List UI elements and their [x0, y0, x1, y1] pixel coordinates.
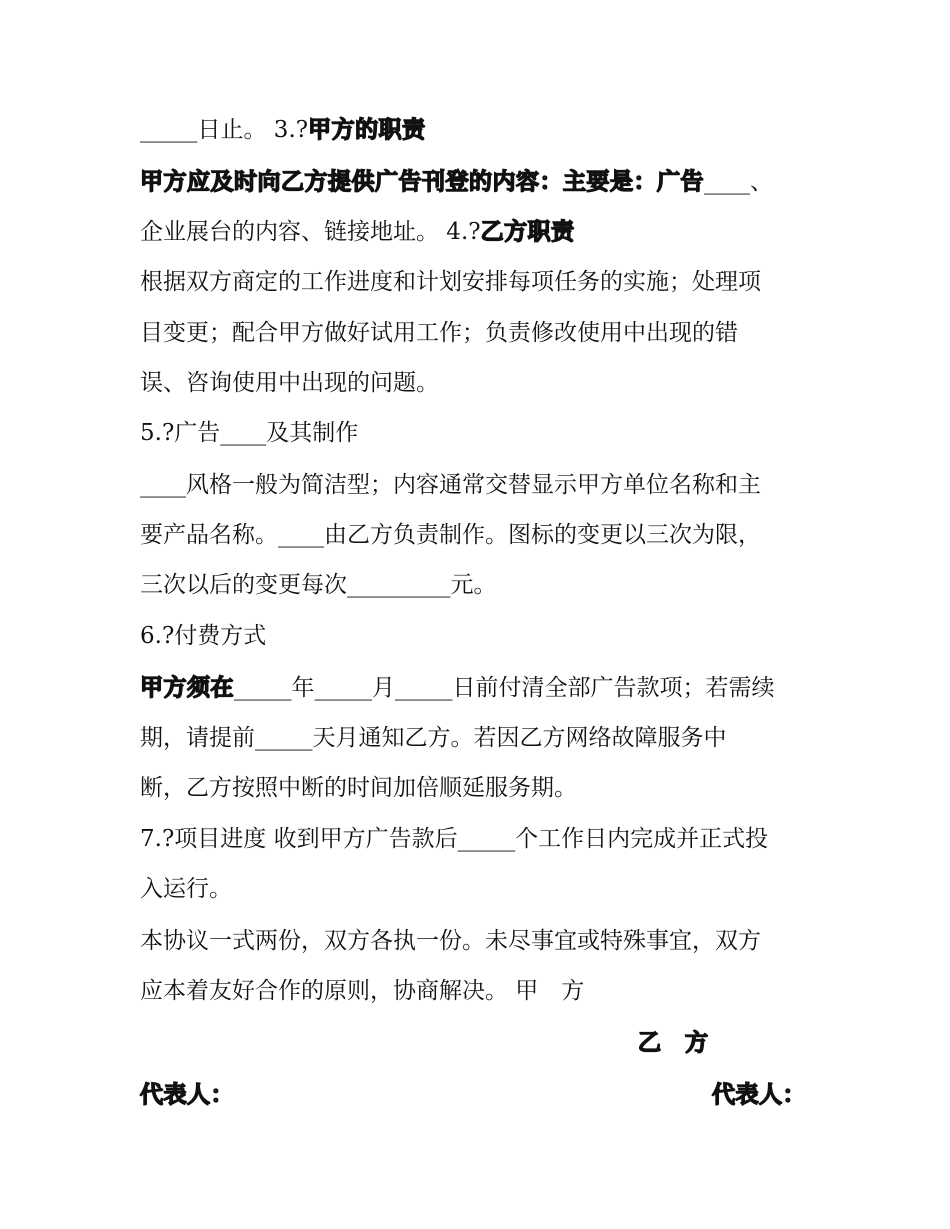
text-line-14: 断，乙方按照中断的时间加倍顺延服务期。 [140, 775, 577, 801]
text-line-4: 根据双方商定的工作进度和计划安排每项任务的实施；处理项 [140, 269, 761, 295]
text-line-16: 入运行。 [140, 876, 232, 902]
text-line-12: 甲方须在_____年_____月_____日前付清全部广告款项；若需续 [140, 675, 775, 701]
text-line-15: 7.?项目进度 收到甲方广告款后_____个工作日内完成并正式投 [140, 826, 769, 852]
text-line-7: 5.?广告____及其制作 [140, 420, 359, 446]
text-line-10: 三次以后的变更每次_________元。 [140, 572, 497, 598]
text-line-2: 甲方应及时向乙方提供广告刊登的内容：主要是：广告____、 [140, 169, 773, 195]
representative-right-label: 代表人： [712, 1082, 806, 1108]
text-line-9: 要产品名称。____由乙方负责制作。图标的变更以三次为限， [140, 522, 761, 548]
text-line-5: 目变更；配合甲方做好试用工作；负责修改使用中出现的错 [140, 320, 738, 346]
text-line-3: 企业展台的内容、链接地址。 4.?乙方职责 [140, 219, 575, 245]
text-line-11: 6.?付费方式 [140, 623, 267, 649]
text-line-8: ____风格一般为简洁型；内容通常交替显示甲方单位名称和主 [140, 472, 761, 498]
text-line-1: _____日止。 3.?甲方的职责 [140, 117, 426, 143]
text-line-6: 误、咨询使用中出现的问题。 [140, 370, 439, 396]
text-line-13: 期，请提前_____天月通知乙方。若因乙方网络故障服务中 [140, 725, 727, 751]
text-line-17: 本协议一式两份，双方各执一份。未尽事宜或特殊事宜，双方 [140, 928, 761, 954]
party-b-label: 乙 方 [638, 1030, 709, 1056]
text-line-18: 应本着友好合作的原则，协商解决。 甲 方 [140, 978, 585, 1004]
representative-left-label: 代表人： [140, 1082, 234, 1108]
